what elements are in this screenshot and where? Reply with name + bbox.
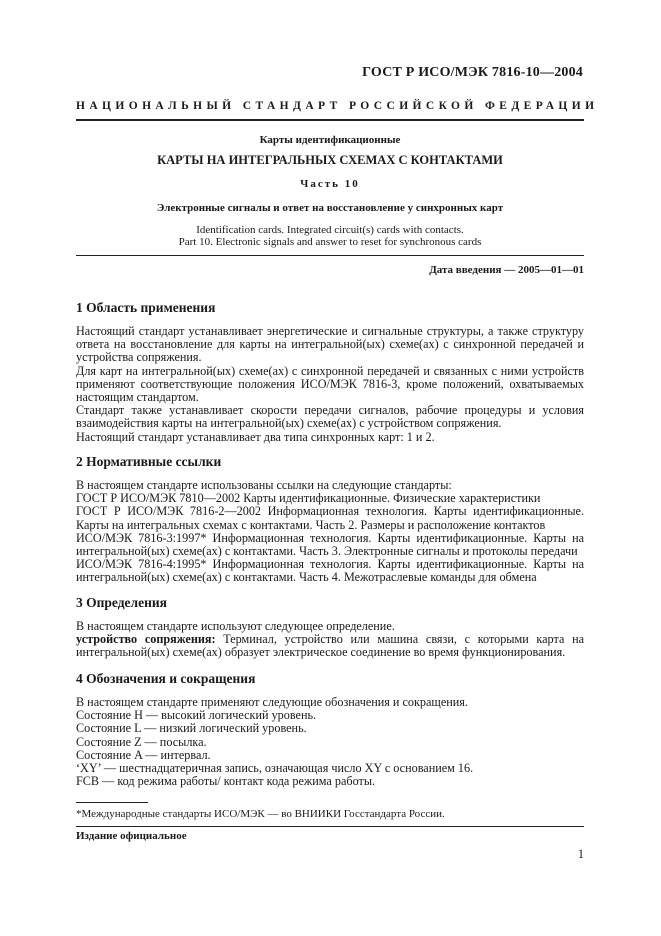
text-line: Стандарт также устанавливает скорости передачи сигналов, рабочие процедуры и условия [76,403,584,418]
section-2-heading: 2 Нормативные ссылки [76,454,222,469]
text-line: ответа на восстановление для карты на интегральной(ых) схеме(ах) с синхронной передачей и [76,337,584,352]
text-line: В настоящем стандарте используют следующее определение. [76,619,395,633]
english-title-line-2: Part 10. Electronic signals and answer to reset for synchronous cards [178,236,482,248]
section-4-heading: 4 Обозначения и сокращения [76,671,256,686]
text-line: Для карт на интегральной(ых) схеме(ах) с синхронной передачей и связанных с ними устройств [76,363,584,378]
text-line: Карты на интегральных схемах с контактами. Часть 2. Размеры и расположение контактов [76,517,546,532]
text-line: Настоящий стандарт устанавливает два типа синхронных карт: 1 и 2. [76,429,435,444]
text-line: ГОСТ Р ИСО/МЭК 7810—2002 Карты идентификационные. Физические характеристики [76,491,541,506]
text-line: Настоящий стандарт устанавливает энергетические и сигнальные структуры, а также структуру [76,324,584,338]
section-3-body [76,620,584,660]
national-standard-banner: НАЦИОНАЛЬНЫЙ СТАНДАРТ РОССИЙСКОЙ ФЕДЕРАЦИИ [76,100,599,112]
text-line: применяют соответствующие положения ИСО/МЭК 7816-3, кроме положений, охватываемых [76,376,584,391]
part-label: Часть 10 [300,178,360,190]
section-3-heading: 3 Определения [76,595,167,610]
section-1-body [76,325,584,444]
date-of-introduction: Дата введения — 2005—01—01 [429,264,584,276]
text-line: В настоящем стандарте применяют следующие обозначения и сокращения. [76,695,468,709]
text-line: интегральной(ых) схеме(ах) с контактами. Часть 4. Межотраслевые команды для обмена [76,570,537,585]
title-rule [76,255,584,256]
bottom-rule [76,826,584,827]
text-line: взаимодействия карты на интегральной(ых) схеме(ах) с устройством сопряжения. [76,416,502,431]
footnote: *Международные стандарты ИСО/МЭК — во ВНИИКИ Госстандарта России. [76,808,445,820]
title-small: Карты идентификационные [259,134,401,146]
text-line: интегральной(ых) схеме(ах) образует электрическое соединение во время функционирования. [76,645,566,660]
banner-rule [76,119,584,121]
text-line: Состояние L — низкий логический уровень. [76,721,307,736]
text-line: ГОСТ Р ИСО/МЭК 7816-2—2002 Информационная технология. Карты идентификационные. [76,504,584,519]
text-line: Состояние Z — посылка. [76,734,207,749]
text-line: ‘XY’ — шестнадцатеричная запись, означающая число XY с основанием 16. [76,761,474,776]
footnote-rule [76,802,148,803]
text-line: FCB — код режима работы/ контакт кода режима работы. [76,774,376,789]
text-line: ИСО/МЭК 7816-3:1997* Информационная технология. Карты идентификационные. Карты на [76,530,584,545]
definition-text: Терминал, устройство или машина связи, с которыми карта на [223,632,585,647]
text-line: Состояние A — интервал. [76,747,211,762]
text-line: ИСО/МЭК 7816-4:1995* Информационная технология. Карты идентификационные. Карты на [76,557,584,572]
title-main: КАРТЫ НА ИНТЕГРАЛЬНЫХ СХЕМАХ С КОНТАКТАМИ [157,153,503,167]
text-line: Состояние H — высокий логический уровень. [76,708,317,723]
standard-designation: ГОСТ Р ИСО/МЭК 7816-10—2004 [362,65,583,80]
official-edition: Издание официальное [76,830,187,842]
section-2-body [76,479,584,585]
defined-term: устройство сопряжения: [76,632,216,647]
english-title-line-1: Identification cards. Integrated circuit(s) cards with contacts. [196,224,464,236]
text-line: устройства сопряжения. [76,350,202,365]
text-line: интегральной(ых) схеме(ах) с контактами. Часть 3. Электронные сигналы и протоколы передачи [76,544,578,559]
page-number: 1 [577,847,584,861]
text-line: настоящим стандартом. [76,390,199,405]
text-line: В настоящем стандарте использованы ссылки на следующие стандарты: [76,478,452,492]
section-1-heading: 1 Область применения [76,300,216,315]
subtitle: Электронные сигналы и ответ на восстановление у синхронных карт [156,202,504,214]
section-4-body [76,696,584,788]
